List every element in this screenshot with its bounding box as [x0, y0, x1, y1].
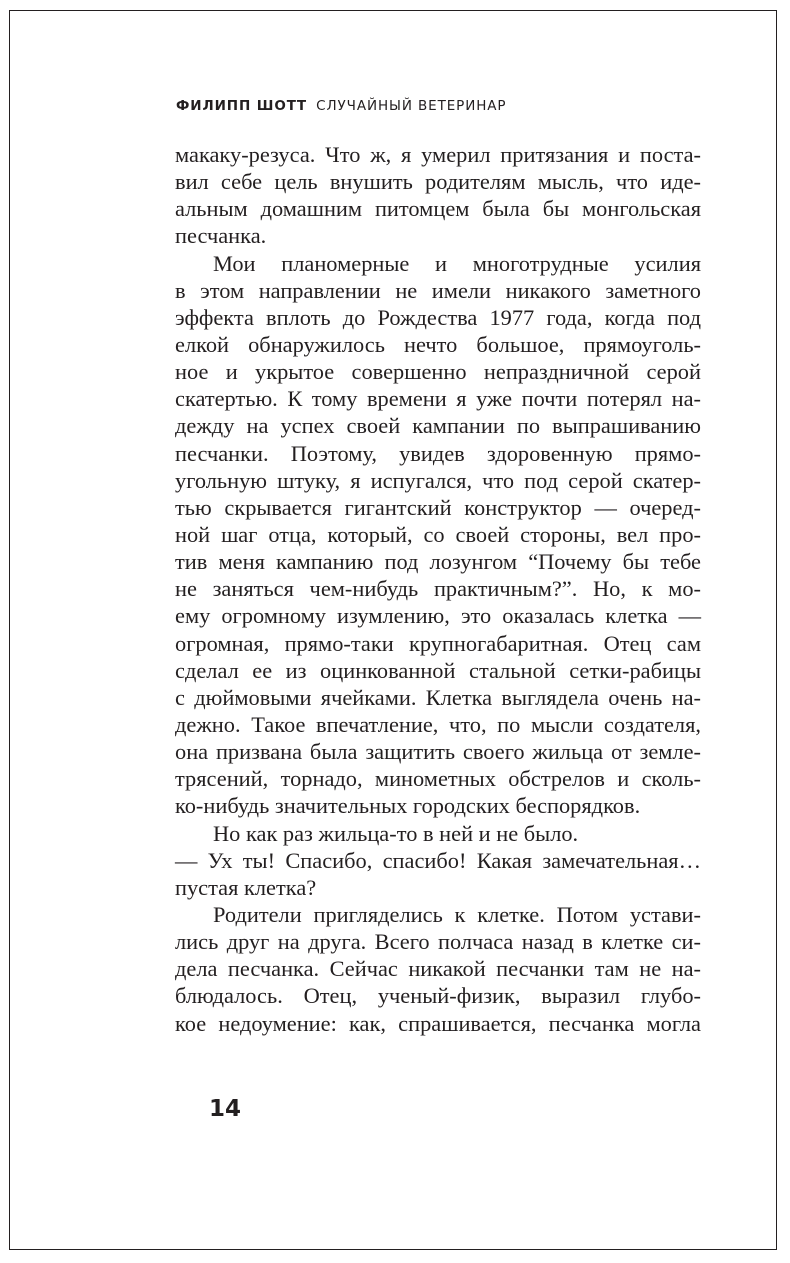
text-line: лись друг на друга. Всего полчаса назад в клетке си-: [175, 929, 701, 955]
text-line: не заняться чем-нибудь практичным?”. Но, к мо-: [175, 576, 701, 602]
text-line: дежно. Такое впечатление, что, по мысли создателя,: [175, 711, 701, 737]
text-line: Родители пригляделись к клетке. Потом устави-: [213, 901, 701, 927]
dialogue-line: пустая клетка?: [175, 874, 317, 900]
text-line: тив меня кампанию под лозунгом “Почему бы тебе: [175, 549, 701, 575]
text-line: ной шаг отца, который, со своей стороны, вел про-: [175, 521, 701, 547]
text-line: в этом направлении не имели никакого заметного: [175, 277, 701, 303]
text-line: песчанки. Поэтому, увидев здоровенную прямо-: [175, 440, 701, 466]
text-line: огромная, прямо-таки крупногабаритная. Отец сам: [175, 630, 701, 656]
text-line: дела песчанка. Сейчас никакой песчанки там не на-: [175, 956, 701, 982]
text-line: ему огромному изумлению, это оказалась клетка —: [175, 603, 701, 629]
text-line: с дюймовыми ячейками. Клетка выглядела очень на-: [175, 684, 701, 710]
header-book-title: СЛУЧАЙНЫЙ ВЕТЕРИНАР: [316, 98, 507, 114]
text-line: ко-нибудь значительных городских беспорядков.: [175, 793, 641, 819]
text-line: скатертью. К тому времени я уже почти потерял на-: [175, 386, 701, 412]
text-line: трясений, торнадо, минометных обстрелов и сколь-: [175, 766, 701, 792]
text-line: вил себе цель внушить родителям мысль, что иде-: [175, 169, 701, 195]
text-line: блюдалось. Отец, ученый-физик, выразил глубо-: [175, 983, 701, 1009]
running-header: [176, 98, 506, 114]
text-line: песчанка.: [175, 223, 267, 249]
text-line: кое недоумение: как, спрашивается, песчанка могла: [175, 1010, 701, 1036]
header-author: ФИЛИПП ШОТТ: [176, 98, 307, 114]
text-line: тью скрывается гигантский конструктор — очеред-: [175, 494, 701, 520]
text-line: макаку-резуса. Что ж, я умерил притязания и поста-: [175, 142, 701, 167]
text-line: дежду на успех своей кампании по выпрашиванию: [175, 413, 701, 439]
text-line: она призвана была защитить своего жильца от земле-: [175, 739, 701, 765]
dialogue-line: — Ух ты! Спасибо, спасибо! Какая замечательная…: [175, 847, 701, 873]
text-line: Мои планомерные и многотрудные усилия: [213, 250, 701, 276]
text-line: сделал ее из оцинкованной стальной сетки-рабицы: [175, 657, 701, 683]
text-line: эффекта вплоть до Рождества 1977 года, когда под: [175, 304, 701, 330]
page-number: 14: [209, 1096, 242, 1122]
body-text: [175, 141, 701, 1037]
text-line: угольную штуку, я испугался, что под серой скатер-: [175, 467, 701, 493]
text-line: елкой обнаружилось нечто большое, прямоуголь-: [175, 331, 701, 357]
text-line: ное и укрытое совершенно непраздничной серой: [175, 359, 701, 385]
text-line: альным домашним питомцем была бы монгольская: [175, 196, 701, 222]
text-line: Но как раз жильца-то в ней и не было.: [213, 820, 579, 846]
